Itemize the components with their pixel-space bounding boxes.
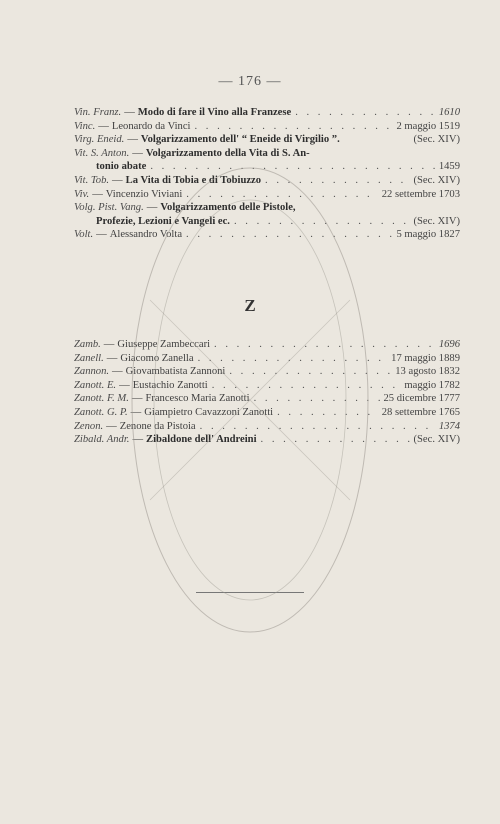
entry-title: La Vita di Tobia e di Tobiuzzo (125, 174, 262, 186)
dot-leader (194, 120, 392, 134)
closing-rule (196, 592, 304, 593)
entry-row (74, 188, 460, 202)
page-number: — 176 — (218, 74, 282, 89)
entry-title: tonio abate (96, 161, 147, 173)
entry-dash: — (130, 406, 142, 418)
entry-dash: — (127, 134, 138, 146)
entry-date: 1610 (438, 107, 460, 118)
entry-dash: — (98, 120, 109, 132)
dot-leader (277, 406, 378, 420)
entry-title: Giuseppe Zambeccari (117, 339, 211, 350)
entry-row (74, 147, 460, 161)
entry-abbreviation: Zanell. (74, 352, 104, 364)
entry-date: 22 settembre 1703 (381, 188, 460, 200)
entry-date: 13 agosto 1832 (395, 366, 460, 378)
entry-date: maggio 1782 (404, 379, 460, 391)
dot-leader (229, 365, 391, 379)
entry-dash: — (96, 229, 107, 241)
entry-title: Vincenzio Viviani (105, 188, 183, 200)
dot-leader (150, 160, 434, 174)
entry-dash: — (92, 188, 103, 200)
entries-list-v (74, 106, 460, 242)
entry-abbreviation: Zamb. (74, 339, 101, 350)
entry-date: 2 maggio 1519 (396, 120, 460, 132)
entry-title: Volgarizzamento dell' “ Eneide di Virgilio ”. (140, 134, 340, 146)
entry-dash: — (103, 339, 115, 350)
entry-row (74, 174, 460, 188)
entry-abbreviation: Zenon. (74, 420, 104, 432)
entry-abbreviation: Vin. Franz. (74, 107, 122, 118)
entry-dash: — (119, 379, 130, 391)
entry-row (74, 228, 460, 242)
entry-abbreviation: Volt. (74, 229, 94, 241)
entry-title: Modo di fare il Vino alla Franzese (137, 107, 292, 118)
entry-title: Alessandro Volta (109, 229, 183, 241)
entry-title: Zenone da Pistoia (119, 420, 196, 432)
entry-dash: — (131, 393, 143, 405)
entry-date: 28 settembre 1765 (381, 406, 460, 418)
entry-abbreviation: Zanott. F. M. (74, 393, 129, 405)
dot-leader (200, 420, 435, 434)
dot-leader (186, 228, 392, 242)
entry-row (74, 420, 460, 434)
entry-row (74, 215, 460, 229)
entry-row (74, 133, 460, 147)
entry-date: 17 maggio 1889 (391, 352, 460, 364)
entry-title: Eustachio Zanotti (132, 379, 208, 391)
entry-date: (Sec. XIV) (413, 215, 460, 227)
entry-abbreviation: Vinc. (74, 120, 96, 132)
entry-row (74, 338, 460, 352)
dot-leader (254, 392, 380, 406)
section-heading: Z (244, 296, 256, 315)
entry-row (74, 433, 460, 447)
dot-leader (186, 188, 377, 202)
entry-abbreviation: Viv. (74, 188, 90, 200)
entry-row (74, 201, 460, 215)
entry-title: Giacomo Zanella (120, 352, 194, 364)
entry-row (74, 120, 460, 134)
entry-row (74, 160, 460, 174)
entry-dash: — (132, 147, 143, 159)
entry-row (74, 365, 460, 379)
entry-dash: — (112, 174, 123, 186)
entry-abbreviation: Volg. Pist. Vang. (74, 202, 144, 214)
dot-leader (295, 106, 435, 120)
entry-title: Profezie, Lezioni e Vangeli ec. (96, 215, 230, 227)
entry-title: Francesco Maria Zanotti (145, 393, 250, 405)
entry-title: Giovambatista Zannoni (125, 366, 226, 378)
entry-date: (Sec. XIV) (413, 174, 460, 186)
entry-date: 25 dicembre 1777 (383, 393, 460, 405)
entry-abbreviation: Vit. S. Anton. (74, 147, 130, 159)
entry-title: Volgarizzamento della Vita di S. An- (145, 147, 310, 159)
entry-date: 1374 (438, 420, 460, 432)
entry-title: Volgarizzamento delle Pistole, (160, 202, 296, 214)
entry-dash: — (132, 434, 144, 446)
entry-row (74, 406, 460, 420)
entry-abbreviation: Zanott. E. (74, 379, 117, 391)
entry-dash: — (112, 366, 123, 378)
dot-leader (261, 433, 410, 447)
entry-date: 1459 (438, 161, 460, 173)
entry-abbreviation: Vit. Tob. (74, 174, 110, 186)
entry-abbreviation: Zannon. (74, 366, 110, 378)
entry-row (74, 379, 460, 393)
entry-row (74, 106, 460, 120)
dot-leader (214, 338, 435, 352)
entry-abbreviation: Zibald. Andr. (74, 434, 130, 446)
entry-title: Giampietro Cavazzoni Zanotti (144, 406, 274, 418)
entry-title: Zibaldone dell' Andreini (146, 434, 257, 446)
entry-date: (Sec. XIV) (413, 434, 460, 446)
entry-date: (Sec. XIV) (413, 134, 460, 146)
entry-dash: — (106, 352, 118, 364)
entry-dash: — (124, 107, 135, 118)
entries-list-z (74, 338, 460, 447)
entry-title: Leonardo da Vinci (111, 120, 191, 132)
entry-row (74, 352, 460, 366)
dot-leader (265, 174, 409, 188)
entry-abbreviation: Virg. Eneid. (74, 134, 125, 146)
entry-dash: — (146, 202, 158, 214)
entry-abbreviation: Zanott. G. P. (74, 406, 128, 418)
dot-leader (198, 352, 388, 366)
entry-date: 5 maggio 1827 (396, 229, 460, 241)
entry-dash: — (106, 420, 117, 432)
dot-leader (212, 379, 401, 393)
dot-leader (234, 215, 410, 229)
entry-date: 1696 (438, 339, 460, 350)
entry-row (74, 392, 460, 406)
